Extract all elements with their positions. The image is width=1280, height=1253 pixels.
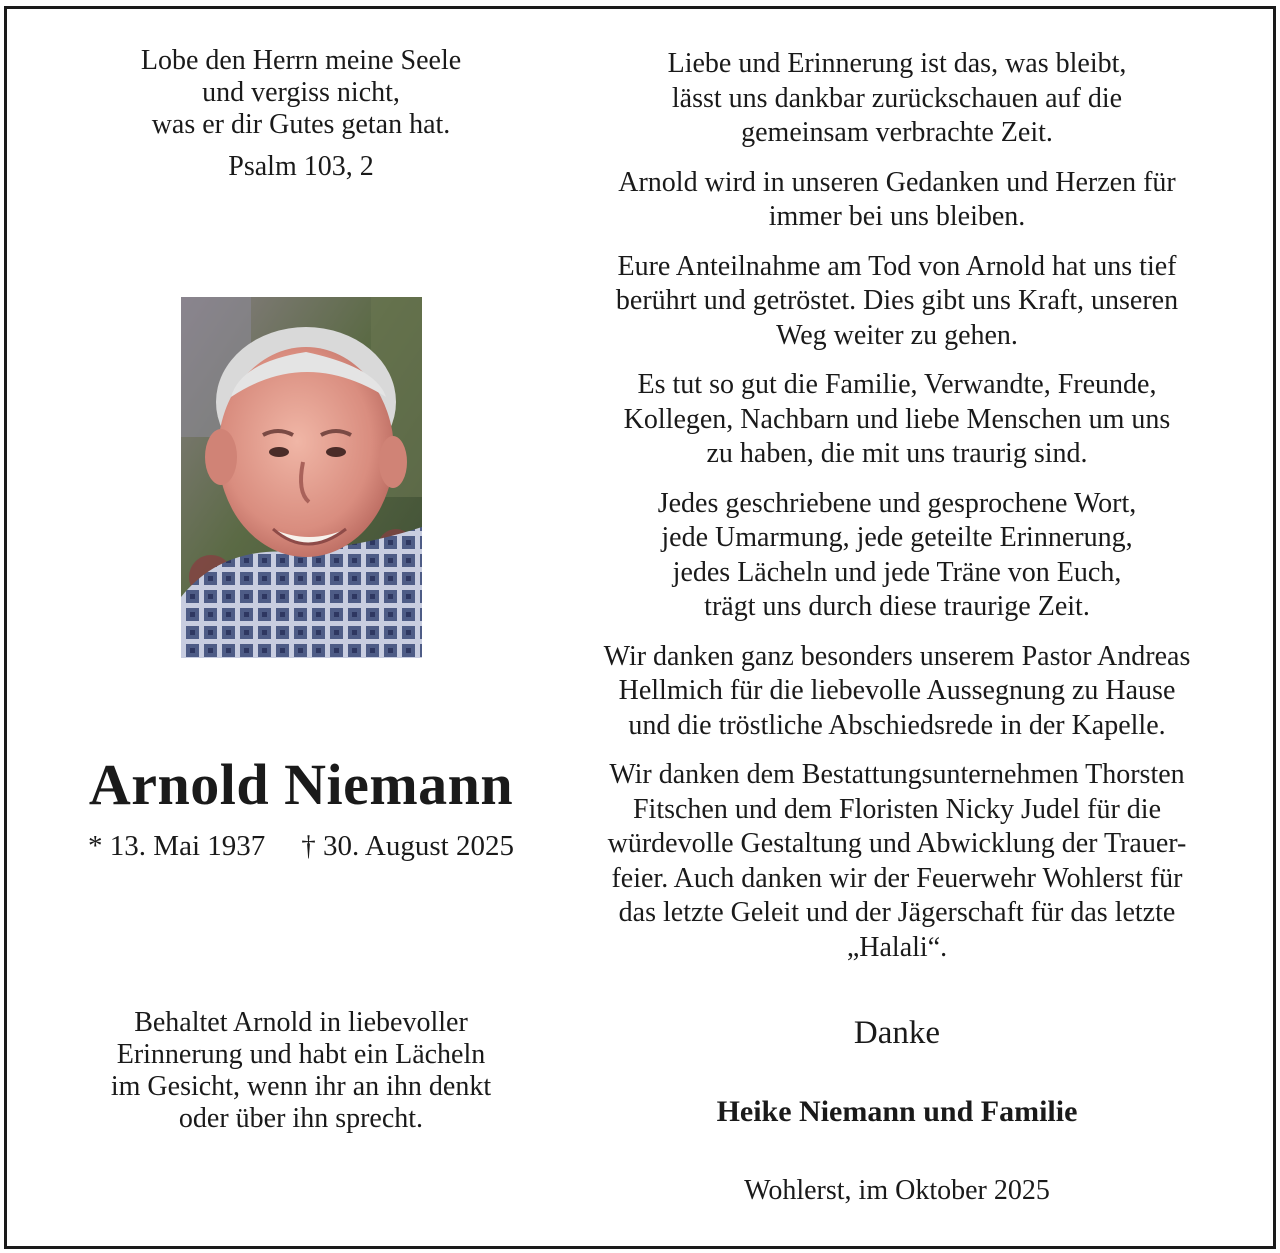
portrait-photo [181,297,422,658]
text-line: Arnold wird in unseren Gedanken und Herzen für [618,166,1176,198]
paragraph [563,166,1231,235]
text-line: berührt und getröstet. Dies gibt uns Kraft, unseren [615,285,1179,316]
paragraph [563,368,1231,472]
text-line: jedes Lächeln und jede Träne von Euch, [672,556,1122,588]
text-line: feier. Auch danken wir der Feuerwehr Wohlerst für [611,862,1183,894]
text-line: Liebe und Erinnerung ist das, was bleibt, [667,48,1127,79]
signature: Heike Niemann und Familie [716,1095,1078,1128]
paragraph [563,47,1231,151]
closing-verse [47,1007,555,1135]
psalm-reference: Psalm 103, 2 [228,151,374,182]
text-line: „Halali“. [846,931,948,963]
closing-line: im Gesicht, wenn ihr an ihn denkt [110,1071,492,1102]
life-dates [47,829,555,863]
text-line: Eure Anteilnahme am Tod von Arnold hat uns tief [617,250,1177,282]
text-line: immer bei uns bleiben. [768,201,1026,232]
text-line: Wir danken ganz besonders unserem Pastor Andreas [603,640,1191,672]
text-line: Fitschen und dem Floristen Nicky Judel für die [632,793,1162,825]
obituary-card [4,6,1276,1249]
thanks-text [563,47,1231,980]
text-line: und die tröstliche Abschiedsrede in der Kapelle. [628,709,1166,741]
psalm-quote [47,45,555,183]
closing-line: Behaltet Arnold in liebevoller [134,1007,468,1038]
death-date: † 30. August 2025 [301,830,514,862]
text-line: Weg weiter zu gehen. [776,319,1018,351]
psalm-line: Lobe den Herrn meine Seele [140,45,462,76]
paragraph [563,758,1231,965]
closing-line: Erinnerung und habt ein Lächeln [116,1039,486,1070]
text-line: Jedes geschriebene und gesprochene Wort, [657,487,1137,519]
paragraph [563,640,1231,744]
text-line: jede Umarmung, jede geteilte Erinnerung, [661,522,1133,553]
text-line: Hellmich für die liebevolle Aussegnung zu Hause [618,675,1176,706]
thanks-heading: Danke [853,1015,941,1051]
text-line: trägt uns durch diese traurige Zeit. [704,591,1090,622]
place-date: Wohlerst, im Oktober 2025 [744,1175,1050,1206]
psalm-line: und vergiss nicht, [202,77,400,108]
text-line: lässt uns dankbar zurückschauen auf die [671,82,1123,114]
psalm-line: was er dir Gutes getan hat. [151,109,451,140]
text-line: würdevolle Gestaltung und Abwicklung der Trauer- [607,828,1187,859]
birth-date: * 13. Mai 1937 [88,830,266,862]
text-line: gemeinsam verbrachte Zeit. [741,117,1053,148]
text-line: das letzte Geleit und der Jägerschaft für das letzte [618,897,1176,928]
text-line: Wir danken dem Bestattungsunternehmen Thorsten [609,759,1185,790]
text-line: zu haben, die mit uns traurig sind. [706,438,1088,469]
deceased-name: Arnold Niemann [88,752,514,817]
paragraph [563,487,1231,625]
text-line: Es tut so gut die Familie, Verwandte, Freunde, [637,369,1157,400]
closing-line: oder über ihn sprecht. [178,1103,424,1134]
paragraph [563,250,1231,354]
text-line: Kollegen, Nachbarn und liebe Menschen um uns [623,403,1171,435]
